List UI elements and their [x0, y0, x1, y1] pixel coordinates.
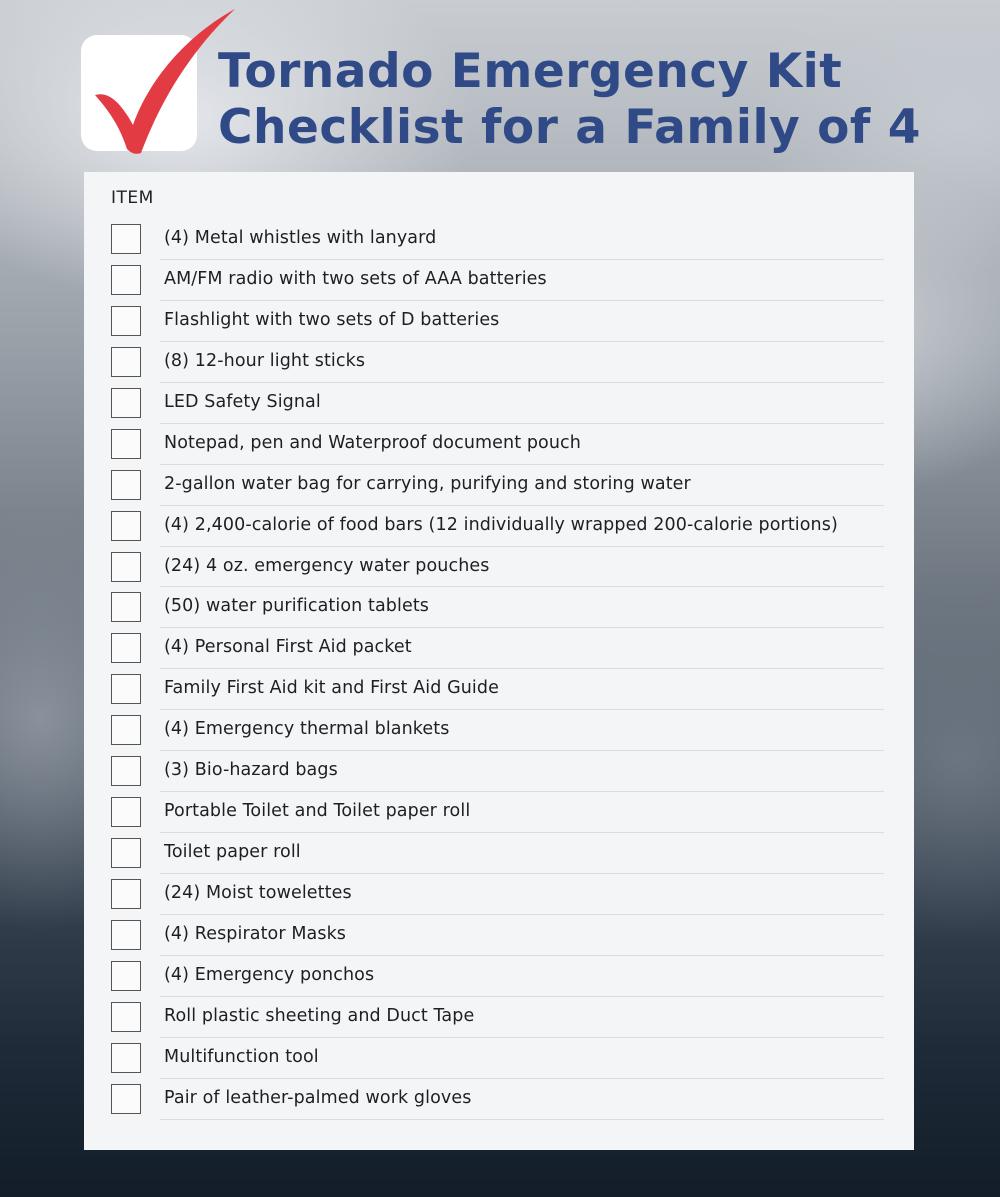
checklist-item-label: (3) Bio-hazard bags	[164, 760, 338, 781]
row-divider	[160, 627, 884, 628]
checklist-row	[84, 916, 914, 957]
checkbox[interactable]	[111, 920, 141, 950]
checklist-item-label: Toilet paper roll	[164, 842, 301, 863]
checklist-item-label: AM/FM radio with two sets of AAA batteries	[164, 268, 547, 289]
checklist-row	[84, 507, 914, 548]
row-divider	[160, 791, 884, 792]
checkbox[interactable]	[111, 592, 141, 622]
checklist-row	[84, 834, 914, 875]
checklist-row	[84, 343, 914, 384]
row-divider	[160, 750, 884, 751]
checklist-item-label: (4) Metal whistles with lanyard	[164, 228, 437, 248]
checklist-item-label: (4) 2,400-calorie of food bars (12 individually wrapped 200-calorie portions)	[164, 514, 838, 535]
row-divider	[160, 914, 884, 915]
row-divider	[160, 300, 884, 301]
checklist-row	[84, 711, 914, 752]
checklist-item-label: (50) water purification tablets	[164, 596, 430, 617]
checkbox[interactable]	[111, 265, 141, 295]
checklist-items	[84, 220, 914, 1121]
checklist-row	[84, 548, 914, 589]
row-divider	[160, 259, 884, 260]
row-divider	[160, 955, 884, 956]
row-divider	[160, 668, 884, 669]
checklist-row	[84, 261, 914, 302]
checkbox[interactable]	[111, 961, 141, 991]
checklist-item-label: Notepad, pen and Waterproof document pouch	[164, 432, 581, 453]
checklist-row	[84, 466, 914, 507]
checklist-row	[84, 752, 914, 793]
checkbox[interactable]	[111, 552, 141, 582]
checklist-item-label: (24) 4 oz. emergency water pouches	[164, 555, 490, 576]
checkbox[interactable]	[111, 756, 141, 786]
checklist-row	[84, 220, 914, 261]
checklist-item-label: (4) Personal First Aid packet	[164, 637, 412, 658]
checkbox[interactable]	[111, 674, 141, 704]
row-divider	[160, 1078, 884, 1079]
column-header: ITEM	[111, 188, 154, 208]
checklist-item-label: Pair of leather-palmed work gloves	[164, 1087, 472, 1108]
checklist-row	[84, 425, 914, 466]
row-divider	[160, 586, 884, 587]
checklist-item-label: LED Safety Signal	[164, 391, 321, 412]
row-divider	[160, 464, 884, 465]
checklist-item-label: Roll plastic sheeting and Duct Tape	[164, 1005, 475, 1026]
row-divider	[160, 505, 884, 506]
checklist-row	[84, 1080, 914, 1121]
row-divider	[160, 1119, 884, 1120]
checklist-row	[84, 302, 914, 343]
checkbox[interactable]	[111, 470, 141, 500]
row-divider	[160, 873, 884, 874]
checklist-item-label: Multifunction tool	[164, 1046, 319, 1067]
row-divider	[160, 832, 884, 833]
checkbox[interactable]	[111, 715, 141, 745]
title-line-2: Checklist for a Family of 4	[218, 100, 921, 155]
checklist-item-label: Family First Aid kit and First Aid Guide	[164, 678, 499, 699]
checklist-item-label: (24) Moist towelettes	[164, 883, 352, 903]
checklist-item-label: Portable Toilet and Toilet paper roll	[164, 801, 471, 822]
checklist-item-label: (4) Emergency ponchos	[164, 964, 375, 985]
checkbox[interactable]	[111, 879, 141, 909]
checklist-item-label: Flashlight with two sets of D batteries	[164, 309, 500, 330]
checklist-item-label: (8) 12-hour light sticks	[164, 350, 366, 371]
row-divider	[160, 546, 884, 547]
checkbox[interactable]	[111, 1002, 141, 1032]
checklist-row	[84, 629, 914, 670]
checkbox[interactable]	[111, 797, 141, 827]
checkbox[interactable]	[111, 388, 141, 418]
checklist-row	[84, 957, 914, 998]
row-divider	[160, 423, 884, 424]
checklist-item-label: 2-gallon water bag for carrying, purifying and storing water	[164, 473, 691, 494]
checkbox[interactable]	[111, 224, 141, 254]
row-divider	[160, 709, 884, 710]
checklist-row	[84, 875, 914, 916]
checkbox[interactable]	[111, 429, 141, 459]
checkbox[interactable]	[111, 511, 141, 541]
checklist-sheet	[84, 172, 914, 1150]
checklist-row	[84, 670, 914, 711]
checklist-item-label: (4) Respirator Masks	[164, 923, 347, 944]
checkbox[interactable]	[111, 306, 141, 336]
page-title	[218, 44, 978, 156]
checklist-logo	[81, 35, 197, 151]
row-divider	[160, 341, 884, 342]
checklist-row	[84, 793, 914, 834]
checklist-item-label: (4) Emergency thermal blankets	[164, 719, 450, 740]
title-line-1: Tornado Emergency Kit	[218, 44, 843, 99]
checklist-row	[84, 384, 914, 425]
checkbox[interactable]	[111, 1084, 141, 1114]
row-divider	[160, 1037, 884, 1038]
checkbox[interactable]	[111, 1043, 141, 1073]
row-divider	[160, 996, 884, 997]
checklist-row	[84, 1039, 914, 1080]
checklist-row	[84, 588, 914, 629]
checkbox[interactable]	[111, 347, 141, 377]
row-divider	[160, 382, 884, 383]
checkbox[interactable]	[111, 633, 141, 663]
checklist-row	[84, 998, 914, 1039]
checkbox[interactable]	[111, 838, 141, 868]
